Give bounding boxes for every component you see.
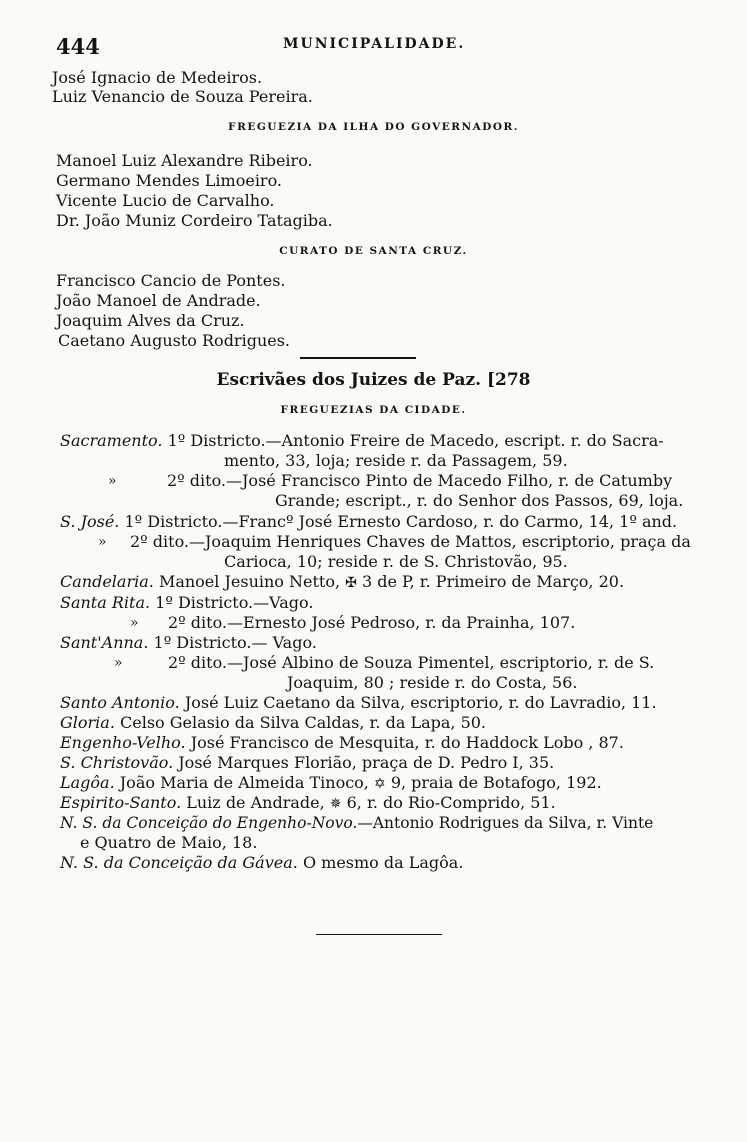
- parish-name: Sant'Anna.: [60, 633, 149, 652]
- parish-name: Lagôa.: [60, 773, 115, 792]
- parish-name: N. S. da Conceição da Gávea.: [60, 853, 298, 872]
- entry-text: 1º Districto.—Vago.: [155, 593, 314, 612]
- entry-line: [60, 793, 556, 814]
- section-heading-santa-cruz: CURATO DE SANTA CRUZ.: [279, 245, 468, 257]
- parish-name: S. José.: [60, 512, 120, 531]
- order-star-icon: ✵: [329, 796, 342, 812]
- name-line: Germano Mendes Limoeiro.: [56, 171, 283, 190]
- entry-text: 9, praia de Botafogo, 192.: [390, 773, 602, 792]
- entry-text: 1º Districto.—Antonio Freire de Macedo, escript. r. do Sacra-: [167, 431, 664, 450]
- entry-line: [60, 512, 677, 532]
- entry-line: 2º dito.—Joaquim Henriques Chaves de Mattos, escriptorio, praça da: [130, 532, 691, 551]
- section-divider: [300, 357, 416, 359]
- entry-text: Luiz de Andrade,: [186, 793, 325, 812]
- entry-line: mento, 33, loja; reside r. da Passagem, 59.: [224, 451, 568, 470]
- subheading-freguezias: FREGUEZIAS DA CIDADE.: [280, 404, 467, 416]
- entry-line: [60, 733, 624, 753]
- entry-text: José Marques Florião, praça de D. Pedro I, 35.: [178, 753, 555, 772]
- entry-text: Celso Gelasio da Silva Caldas, r. da Lapa, 50.: [120, 713, 487, 732]
- name-line: Manoel Luiz Alexandre Ribeiro.: [56, 151, 313, 170]
- entry-text: José Francisco de Mesquita, r. do Haddock Lobo , 87.: [190, 733, 624, 752]
- end-divider: [316, 934, 442, 935]
- entry-text: 6, r. do Rio-Comprido, 51.: [346, 793, 556, 812]
- parish-name: Gloria.: [60, 713, 115, 732]
- entry-line: [60, 853, 463, 873]
- entry-line: [60, 753, 554, 773]
- entry-line: 2º dito.—Ernesto José Pedroso, r. da Prainha, 107.: [168, 613, 576, 632]
- entry-line: Grande; escript., r. do Senhor dos Passos, 69, loja.: [275, 491, 684, 510]
- name-line: Francisco Cancio de Pontes.: [56, 271, 286, 290]
- ditto-mark: »: [114, 655, 123, 671]
- parish-name: Espirito-Santo.: [60, 793, 182, 812]
- entry-text: José Luiz Caetano da Silva, escriptorio, r. do Lavradio, 11.: [184, 693, 657, 712]
- name-line: Dr. João Muniz Cordeiro Tatagiba.: [56, 211, 333, 230]
- entry-line: Joaquim, 80 ; reside r. do Costa, 56.: [287, 673, 578, 692]
- entry-line: [60, 813, 653, 833]
- entry-line: [60, 431, 664, 451]
- name-line: Vicente Lucio de Carvalho.: [56, 191, 275, 210]
- entry-line: [60, 773, 602, 794]
- entry-line: [60, 593, 313, 613]
- page-header: [56, 34, 697, 59]
- cross-icon: ✠: [345, 575, 357, 591]
- name-line: Joaquim Alves da Cruz.: [56, 311, 245, 330]
- parish-name: Sacramento.: [60, 431, 163, 450]
- entry-line: e Quatro de Maio, 18.: [80, 833, 258, 852]
- parish-name: Santa Rita.: [60, 593, 151, 612]
- parish-name: Santo Antonio.: [60, 693, 180, 712]
- entry-text: —Antonio Rodrigues da Silva, r. Vinte: [357, 814, 654, 832]
- name-line: João Manoel de Andrade.: [56, 291, 261, 310]
- parish-name: Candelaria.: [60, 572, 154, 591]
- entry-text: 1º Districto.— Vago.: [153, 633, 317, 652]
- entry-line: [60, 572, 624, 593]
- entry-text: 3 de P, r. Primeiro de Março, 20.: [361, 572, 625, 591]
- ditto-mark: »: [130, 615, 139, 631]
- ditto-mark: »: [98, 534, 107, 550]
- entry-text: Manoel Jesuino Netto,: [158, 572, 341, 591]
- section-title-ref: [278: [486, 370, 531, 390]
- running-title: MUNICIPALIDADE.: [283, 36, 466, 52]
- entry-line: Carioca, 10; reside r. de S. Christovão, 95.: [224, 552, 568, 571]
- ditto-mark: »: [108, 473, 117, 489]
- entry-line: [60, 693, 657, 713]
- section-title: [0, 370, 747, 390]
- name-line: Caetano Augusto Rodrigues.: [58, 331, 291, 350]
- section-title-text: Escrivães dos Juizes de Paz.: [216, 370, 482, 390]
- page-number: 444: [56, 34, 100, 59]
- entry-line: [60, 633, 317, 653]
- section-heading-ilha: FREGUEZIA DA ILHA DO GOVERNADOR.: [228, 121, 519, 133]
- entry-line: [60, 713, 486, 733]
- entry-text: João Maria de Almeida Tinoco,: [119, 773, 369, 792]
- star-icon: ✡: [373, 776, 386, 792]
- parish-name: Engenho-Velho.: [60, 733, 186, 752]
- entry-text: O mesmo da Lagôa.: [302, 853, 464, 872]
- entry-text: 1º Districto.—Francº José Ernesto Cardoso, r. do Carmo, 14, 1º and.: [124, 512, 678, 531]
- entry-line: 2º dito.—José Albino de Souza Pimentel, escriptorio, r. de S.: [168, 653, 655, 672]
- parish-name: N. S. da Conceição do Engenho-Novo.: [60, 814, 358, 832]
- name-line: José Ignacio de Medeiros.: [52, 68, 263, 87]
- name-line: Luiz Venancio de Souza Pereira.: [52, 87, 313, 106]
- parish-name: S. Christovão.: [60, 753, 174, 772]
- entry-line: 2º dito.—José Francisco Pinto de Macedo Filho, r. de Catumby: [167, 471, 673, 490]
